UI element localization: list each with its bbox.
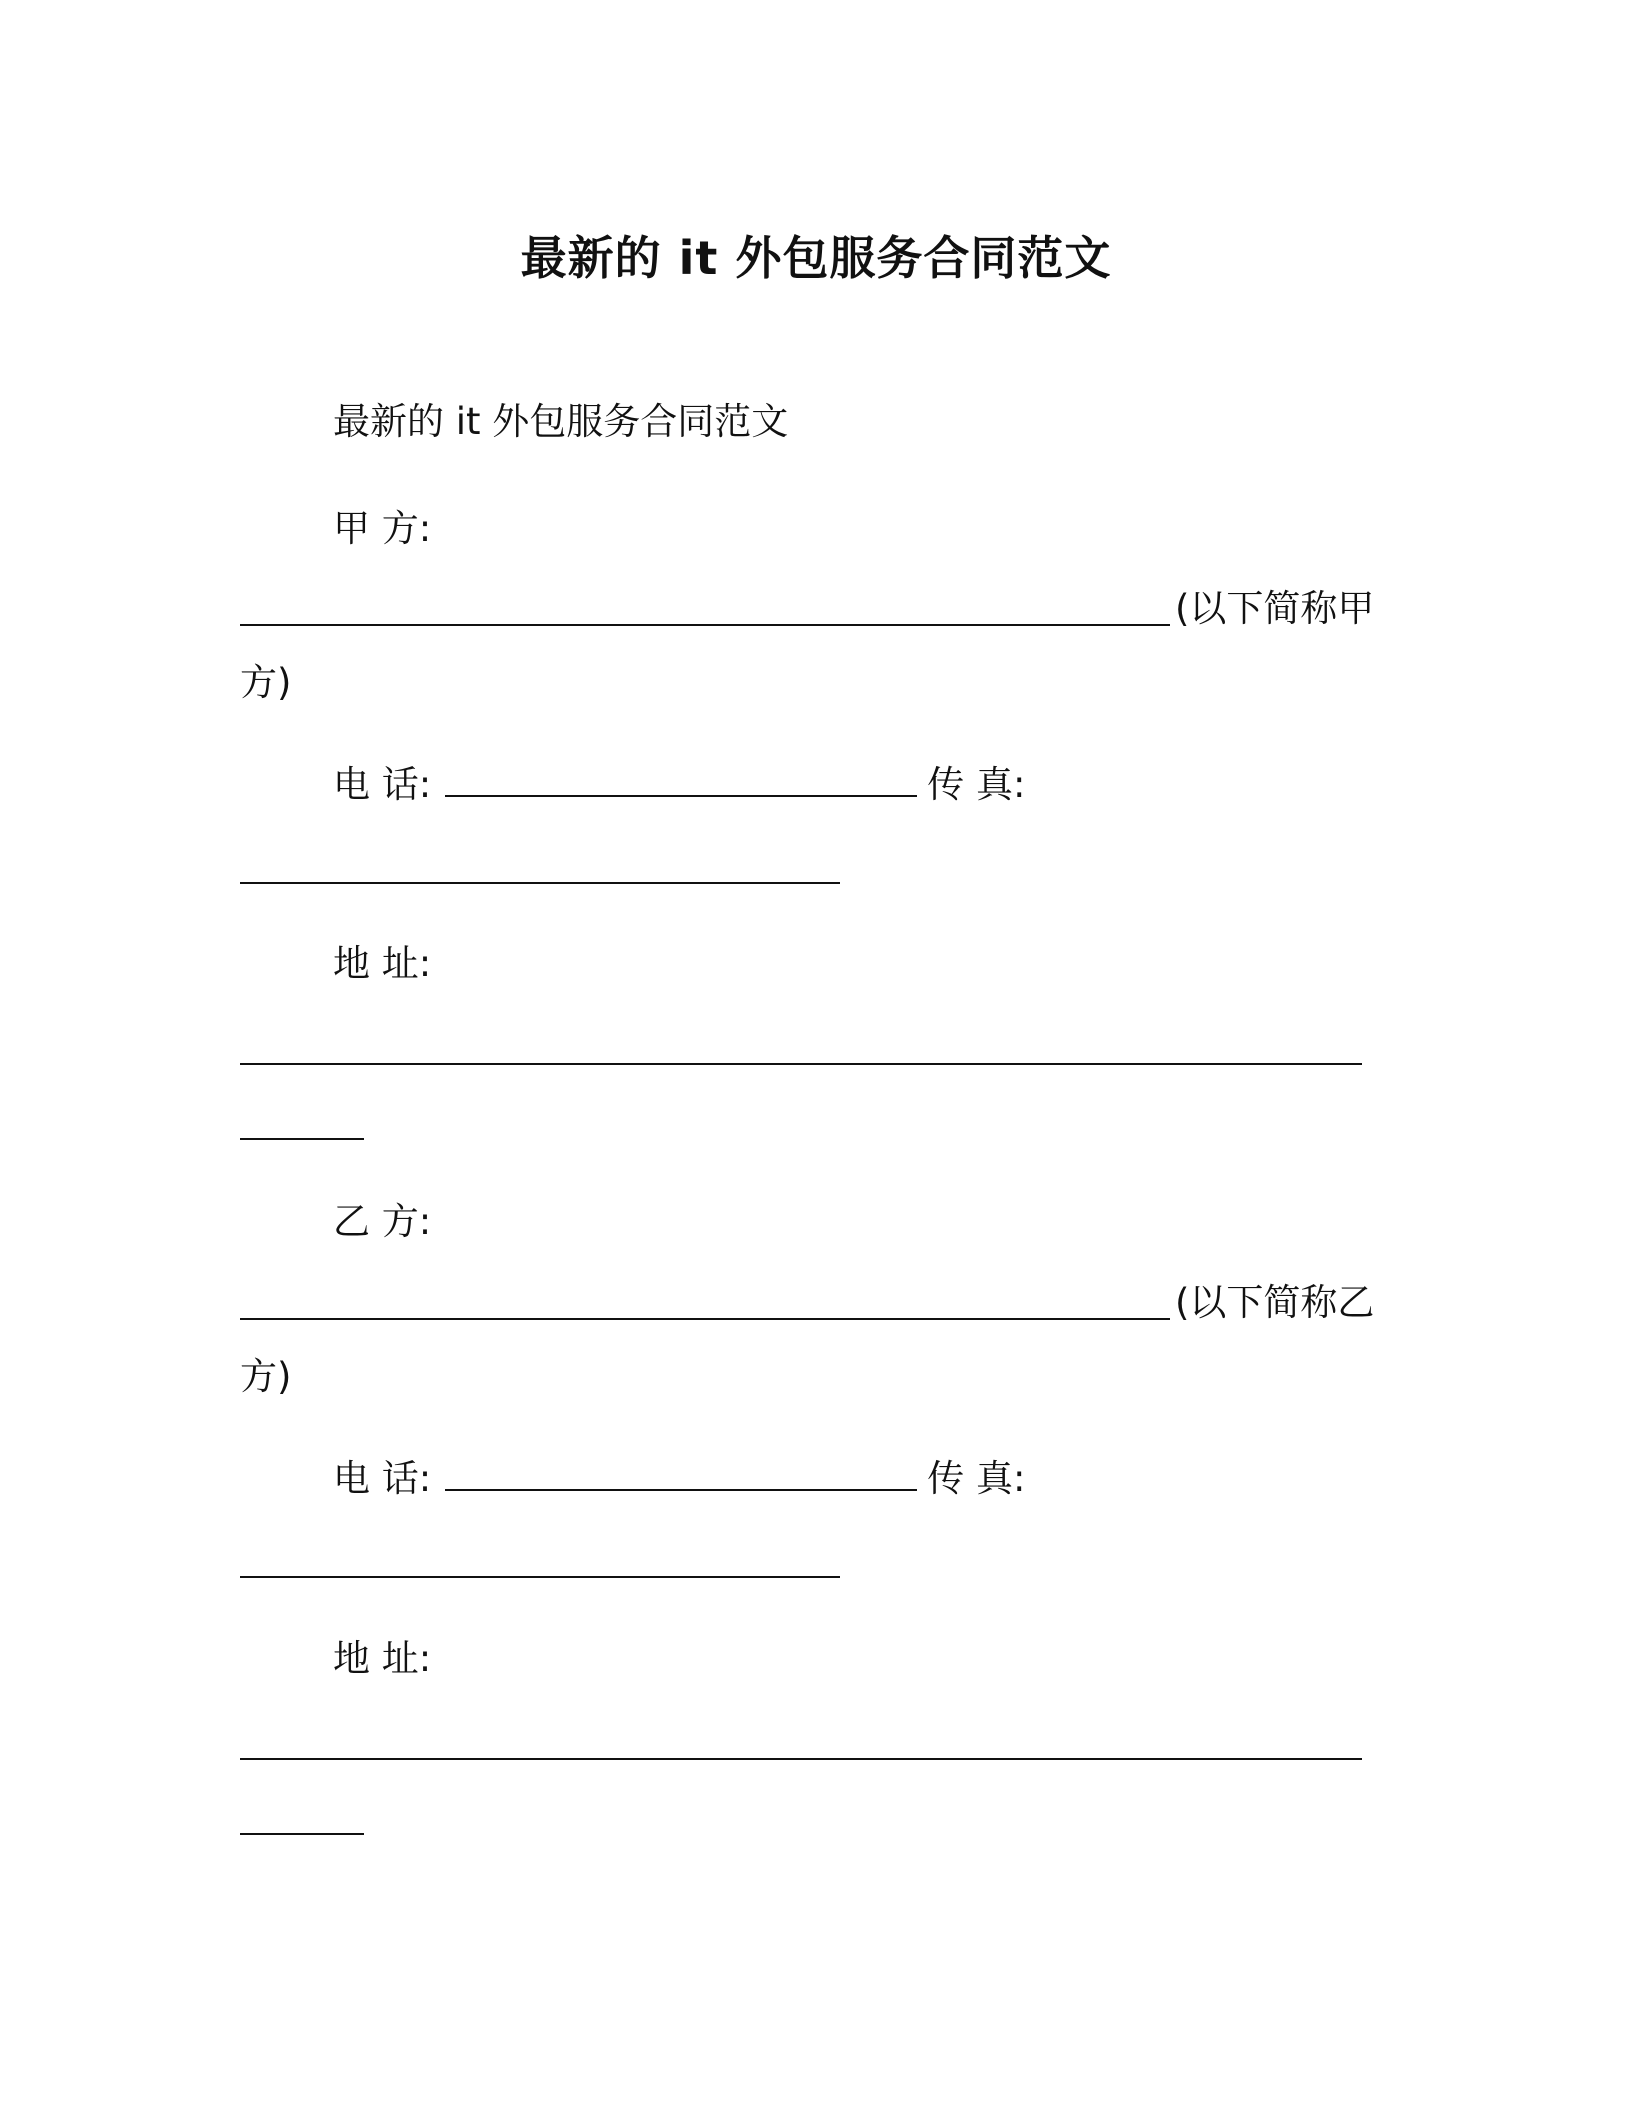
party-b-address-blank-2 <box>240 1833 364 1835</box>
party-b-abbrev-wrap: 方) <box>240 1355 292 1398</box>
party-a-address-blank-2 <box>240 1138 364 1140</box>
party-a-address-label: 地 址: <box>333 942 432 985</box>
party-b-fax-blank <box>240 1576 840 1578</box>
party-b-address-label: 地 址: <box>333 1637 432 1680</box>
party-a-abbrev-suffix: (以下简称甲 <box>1175 587 1375 630</box>
document-title: 最新的 it 外包服务合同范文 <box>520 231 1112 285</box>
party-b-phone-blank <box>445 1488 917 1491</box>
party-a-phone-row <box>333 763 1026 806</box>
party-a-fax-label: 传 真: <box>927 763 1026 806</box>
party-b-name-blank <box>240 1318 1170 1320</box>
party-a-phone-label: 电 话: <box>333 763 432 806</box>
subtitle: 最新的 it 外包服务合同范文 <box>333 400 789 443</box>
party-a-fax-blank <box>240 882 840 884</box>
party-b-phone-label: 电 话: <box>333 1457 432 1500</box>
party-b-abbrev-suffix: (以下简称乙 <box>1175 1281 1375 1324</box>
party-b-label: 乙 方: <box>333 1200 432 1243</box>
party-a-address-blank-1 <box>240 1063 1362 1065</box>
party-b-address-blank-1 <box>240 1758 1362 1760</box>
party-b-fax-label: 传 真: <box>927 1457 1026 1500</box>
party-a-name-blank <box>240 624 1170 626</box>
party-b-phone-row <box>333 1457 1026 1500</box>
party-a-abbrev-wrap: 方) <box>240 661 292 704</box>
party-a-phone-blank <box>445 794 917 797</box>
party-a-label: 甲 方: <box>333 507 432 550</box>
